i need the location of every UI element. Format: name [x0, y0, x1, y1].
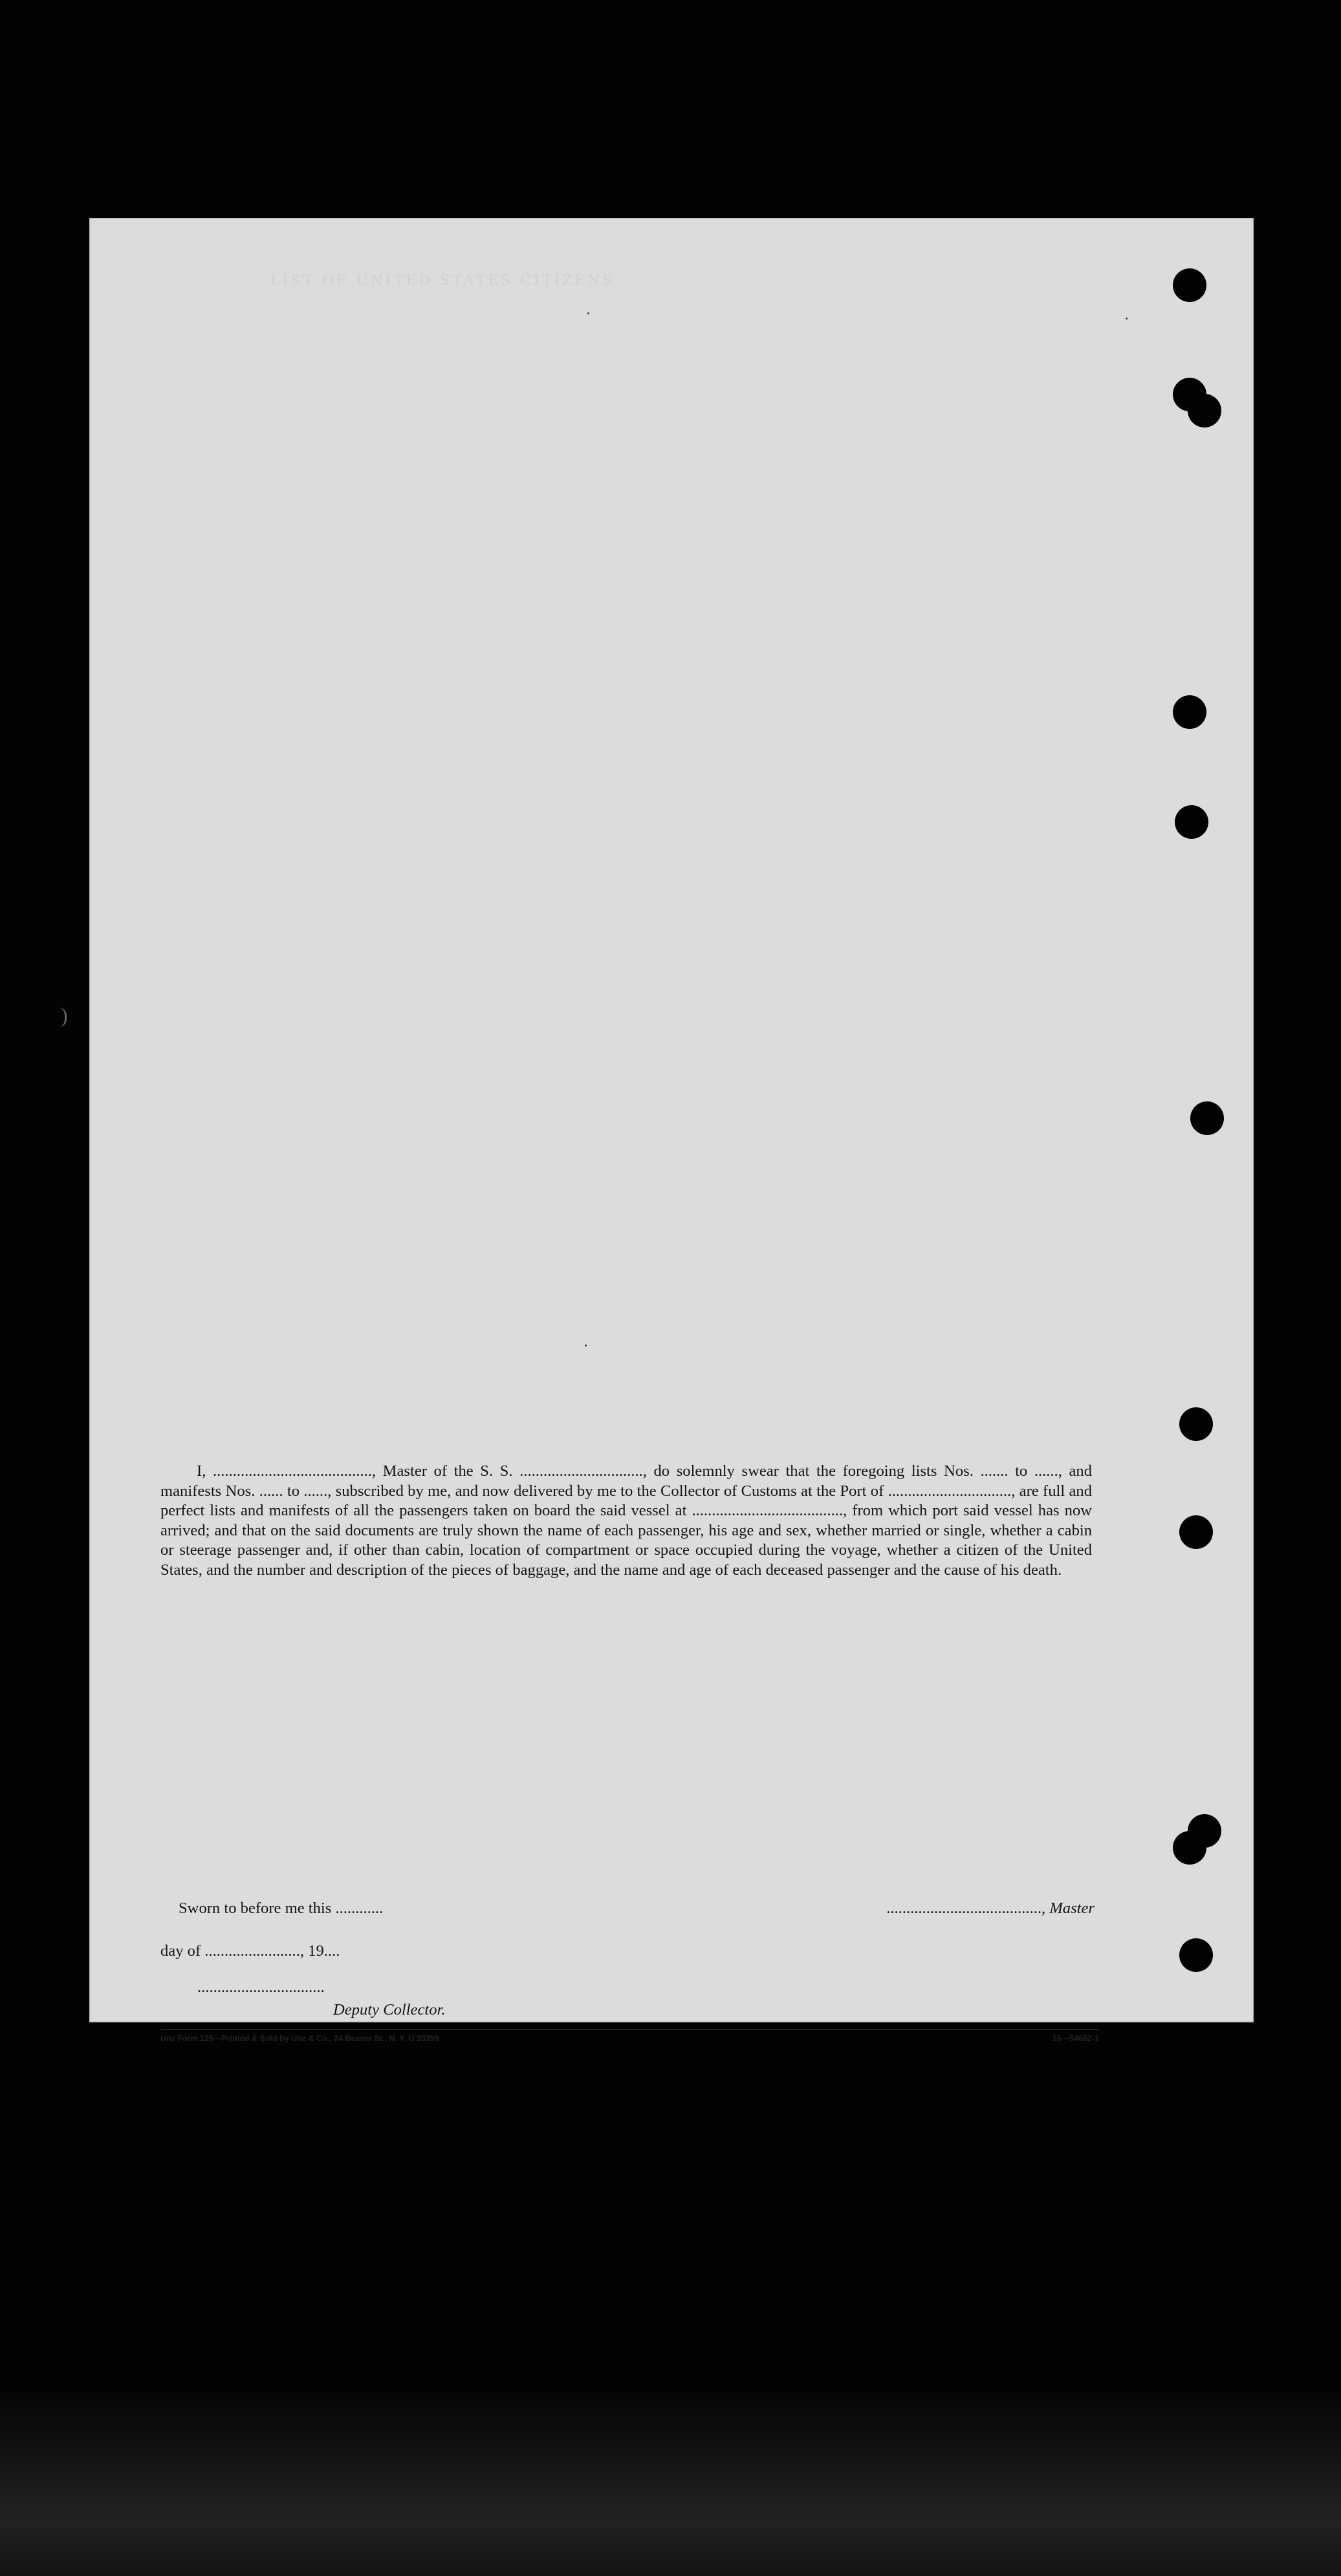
punch-hole	[1173, 268, 1206, 302]
master-label: Master	[1049, 1900, 1095, 1917]
margin-mark	[58, 1008, 67, 1027]
dust-speck	[1126, 318, 1128, 319]
printer-imprint: Unz Form 125—Printed & Sold by Unz & Co., 24 Beaver St., N. Y. U 39399	[160, 2034, 439, 2043]
deputy-signature-dots: ................................	[197, 1978, 325, 1996]
deputy-collector-label: Deputy Collector.	[333, 2001, 446, 2019]
sworn-line: Sworn to before me this ............	[179, 1900, 384, 1917]
footer-rule	[160, 2029, 1099, 2030]
film-edge-band	[0, 2393, 1341, 2576]
ghost-header-text: LIST OF UNITED STATES CITIZENS	[270, 273, 615, 289]
day-of-line: day of ........................, 19....	[160, 1942, 340, 1960]
punch-hole	[1175, 805, 1208, 839]
punch-hole	[1179, 1515, 1213, 1549]
dust-speck	[585, 1345, 587, 1347]
form-number: 16—54652-1	[1052, 2034, 1099, 2043]
punch-hole	[1173, 1831, 1206, 1865]
master-signature-line	[886, 1900, 1095, 1918]
oath-text: I, ........................................, Master of the S. S. ..............................., do solemnly swear that the foregoing lists Nos. ....... to ......, and manifests Nos. ...... to ......, subscribed by me, and now delivered by me to the Collector of Customs at the Port of ..............................., are full and perfect lists and manifests of all the passengers taken on board the said vessel at ......................................, from which port said vessel has now arrived; and that on the said documents are truly shown the name of each passenger, his age and sex, whether married or single, whether a cabin or steerage passenger and, if other than cabin, location of compartment or space occupied during the voyage, whether a citizen of the United States, and the number and description of the pieces of baggage, and the name and age of each deceased passenger and the cause of his death.	[160, 1462, 1092, 1579]
dust-speck	[587, 312, 589, 314]
oath-paragraph	[160, 1462, 1092, 1581]
punch-hole	[1179, 1938, 1213, 1972]
manifest-sheet	[89, 218, 1254, 2043]
punch-hole	[1173, 695, 1206, 729]
punch-hole	[1179, 1407, 1213, 1441]
master-signature-dots: .......................................,	[886, 1900, 1050, 1917]
punch-hole	[1190, 1101, 1224, 1135]
punch-hole	[1188, 394, 1221, 428]
